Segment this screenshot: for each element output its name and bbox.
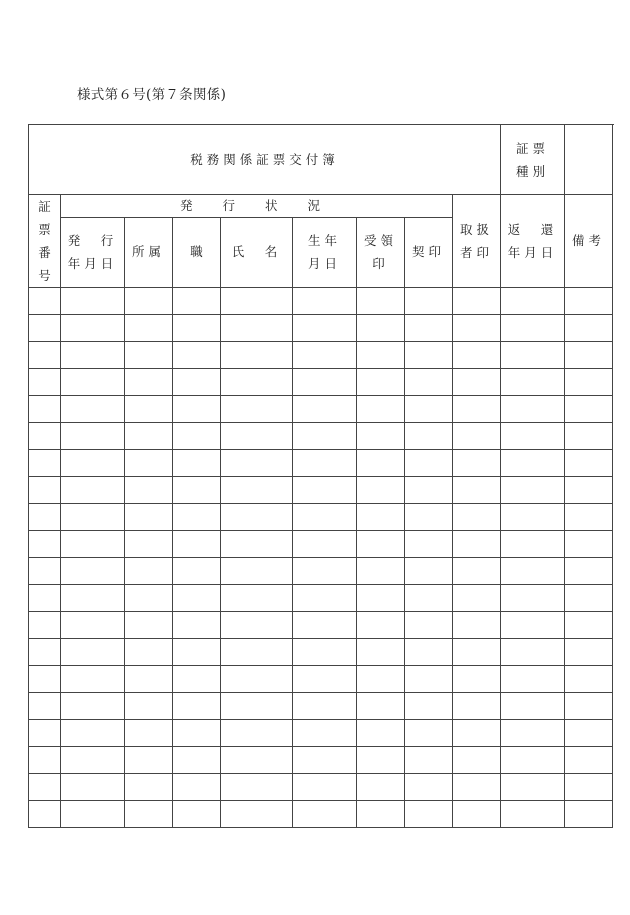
table-cell: [61, 477, 125, 504]
table-cell: [125, 747, 173, 774]
table-cell: [453, 639, 501, 666]
table-cell: [501, 693, 565, 720]
table-cell: [125, 801, 173, 828]
table-cell: [293, 801, 357, 828]
card-type-value: [565, 125, 613, 195]
table-cell: [125, 558, 173, 585]
table-cell: [293, 666, 357, 693]
table-cell: [293, 747, 357, 774]
table-cell: [29, 666, 61, 693]
table-cell: [405, 504, 453, 531]
table-cell: [125, 315, 173, 342]
table-row: [29, 774, 613, 801]
table-row: [29, 369, 613, 396]
table-cell: [61, 531, 125, 558]
table-cell: [501, 450, 565, 477]
table-cell: [501, 288, 565, 315]
table-cell: [61, 747, 125, 774]
table-cell: [173, 720, 221, 747]
table-cell: [125, 693, 173, 720]
table-row: [29, 585, 613, 612]
table-cell: [221, 288, 293, 315]
table-row: [29, 801, 613, 828]
table-cell: [29, 612, 61, 639]
table-cell: [357, 639, 405, 666]
title-row: [29, 125, 613, 195]
table-cell: [501, 342, 565, 369]
table-cell: [29, 342, 61, 369]
table-cell: [357, 504, 405, 531]
table-cell: [357, 558, 405, 585]
table-cell: [221, 315, 293, 342]
table-cell: [453, 342, 501, 369]
receipt-seal-header: 受領 印: [357, 217, 405, 287]
table-cell: [453, 774, 501, 801]
table-cell: [565, 531, 613, 558]
table-cell: [29, 774, 61, 801]
table-cell: [357, 315, 405, 342]
table-cell: [501, 423, 565, 450]
table-cell: [565, 396, 613, 423]
table-cell: [61, 585, 125, 612]
table-row: [29, 342, 613, 369]
card-number-header: 証 票 番 号: [29, 195, 61, 288]
handler-seal-header: 取扱 者印: [453, 195, 501, 288]
table-cell: [501, 558, 565, 585]
table-cell: [221, 585, 293, 612]
table-cell: [221, 747, 293, 774]
birth-date-header: 生年 月日: [293, 217, 357, 287]
table-cell: [357, 693, 405, 720]
table-cell: [453, 315, 501, 342]
table-row: [29, 450, 613, 477]
table-cell: [501, 639, 565, 666]
table-cell: [29, 396, 61, 423]
table-cell: [453, 720, 501, 747]
table-cell: [501, 720, 565, 747]
table-cell: [501, 666, 565, 693]
table-cell: [221, 396, 293, 423]
table-cell: [453, 531, 501, 558]
table-cell: [501, 612, 565, 639]
table-cell: [453, 477, 501, 504]
table-cell: [453, 558, 501, 585]
table-cell: [125, 342, 173, 369]
table-cell: [405, 747, 453, 774]
table-cell: [453, 504, 501, 531]
table-row: [29, 666, 613, 693]
table-cell: [61, 666, 125, 693]
status-header-row: [29, 195, 613, 218]
table-cell: [453, 450, 501, 477]
table-cell: [61, 315, 125, 342]
table-cell: [61, 720, 125, 747]
return-date-header: 返 還 年月日: [501, 195, 565, 288]
table-cell: [125, 396, 173, 423]
table-row: [29, 288, 613, 315]
table-cell: [405, 693, 453, 720]
table-cell: [293, 477, 357, 504]
table-cell: [357, 342, 405, 369]
table-row: [29, 747, 613, 774]
table-cell: [453, 612, 501, 639]
table-cell: [293, 585, 357, 612]
table-cell: [125, 423, 173, 450]
position-header: 職: [173, 217, 221, 287]
table-cell: [221, 369, 293, 396]
table-cell: [29, 531, 61, 558]
table-cell: [221, 504, 293, 531]
table-cell: [565, 450, 613, 477]
table-cell: [173, 369, 221, 396]
table-row: [29, 396, 613, 423]
table-cell: [221, 720, 293, 747]
table-cell: [453, 369, 501, 396]
certificate-issuance-register: [28, 124, 613, 828]
issue-date-header: 発 行 年月日: [61, 217, 125, 287]
table-cell: [29, 693, 61, 720]
table-cell: [357, 585, 405, 612]
table-cell: [405, 342, 453, 369]
table-cell: [453, 666, 501, 693]
table-cell: [405, 720, 453, 747]
table-cell: [221, 774, 293, 801]
table-cell: [221, 477, 293, 504]
table-cell: [125, 585, 173, 612]
table-cell: [173, 585, 221, 612]
table-cell: [173, 747, 221, 774]
table-cell: [357, 774, 405, 801]
table-cell: [293, 342, 357, 369]
table-cell: [173, 693, 221, 720]
table-cell: [29, 450, 61, 477]
table-cell: [61, 801, 125, 828]
table-cell: [29, 504, 61, 531]
table-cell: [405, 369, 453, 396]
table-cell: [565, 585, 613, 612]
table-cell: [29, 639, 61, 666]
table-cell: [453, 585, 501, 612]
table-cell: [453, 423, 501, 450]
table-cell: [357, 531, 405, 558]
table-cell: [125, 612, 173, 639]
table-cell: [173, 639, 221, 666]
table-cell: [293, 450, 357, 477]
table-cell: [453, 396, 501, 423]
table-cell: [357, 450, 405, 477]
contract-seal-header: 契印: [405, 217, 453, 287]
table-cell: [565, 288, 613, 315]
table-cell: [501, 585, 565, 612]
table-cell: [173, 504, 221, 531]
table-cell: [29, 747, 61, 774]
table-cell: [125, 369, 173, 396]
table-cell: [565, 774, 613, 801]
table-cell: [125, 504, 173, 531]
table-cell: [565, 666, 613, 693]
table-cell: [501, 369, 565, 396]
table-cell: [453, 288, 501, 315]
table-row: [29, 423, 613, 450]
table-cell: [405, 315, 453, 342]
table-cell: [565, 504, 613, 531]
table-cell: [221, 801, 293, 828]
table-cell: [405, 639, 453, 666]
table-cell: [565, 801, 613, 828]
table-cell: [29, 585, 61, 612]
table-cell: [173, 801, 221, 828]
table-cell: [293, 423, 357, 450]
table-cell: [405, 666, 453, 693]
table-cell: [293, 693, 357, 720]
table-cell: [565, 477, 613, 504]
table-row: [29, 720, 613, 747]
table-cell: [221, 531, 293, 558]
form-number-label: 様式第６号(第７条関係): [77, 87, 227, 103]
table-cell: [29, 720, 61, 747]
table-cell: [357, 369, 405, 396]
table-cell: [29, 369, 61, 396]
table-cell: [61, 774, 125, 801]
table-cell: [565, 639, 613, 666]
table-cell: [565, 720, 613, 747]
table-cell: [293, 396, 357, 423]
table-row: [29, 558, 613, 585]
table-cell: [565, 423, 613, 450]
table-cell: [293, 531, 357, 558]
table-cell: [173, 450, 221, 477]
table-cell: [405, 531, 453, 558]
table-cell: [405, 801, 453, 828]
table-cell: [61, 288, 125, 315]
register-title: 税務関係証票交付簿: [29, 125, 501, 195]
table-cell: [501, 774, 565, 801]
table-cell: [61, 369, 125, 396]
remarks-header: 備考: [565, 195, 613, 288]
table-cell: [293, 315, 357, 342]
table-cell: [565, 693, 613, 720]
table-cell: [357, 666, 405, 693]
table-row: [29, 612, 613, 639]
table-cell: [293, 612, 357, 639]
table-cell: [173, 477, 221, 504]
table-cell: [29, 801, 61, 828]
table-cell: [405, 585, 453, 612]
table-cell: [501, 477, 565, 504]
table-cell: [405, 558, 453, 585]
table-cell: [565, 342, 613, 369]
table-cell: [357, 720, 405, 747]
table-cell: [405, 774, 453, 801]
table-cell: [565, 315, 613, 342]
table-cell: [293, 774, 357, 801]
table-cell: [61, 504, 125, 531]
table-cell: [565, 369, 613, 396]
table-cell: [221, 639, 293, 666]
table-cell: [29, 315, 61, 342]
table-cell: [221, 450, 293, 477]
table-cell: [173, 531, 221, 558]
table-row: [29, 639, 613, 666]
table-cell: [405, 612, 453, 639]
table-cell: [501, 747, 565, 774]
table-cell: [357, 747, 405, 774]
table-cell: [173, 558, 221, 585]
table-cell: [293, 558, 357, 585]
table-cell: [61, 342, 125, 369]
table-row: [29, 531, 613, 558]
table-cell: [61, 612, 125, 639]
table-cell: [173, 666, 221, 693]
table-cell: [221, 693, 293, 720]
table-cell: [29, 288, 61, 315]
table-cell: [565, 558, 613, 585]
table-cell: [405, 423, 453, 450]
table-row: [29, 504, 613, 531]
table-cell: [221, 666, 293, 693]
table-cell: [173, 423, 221, 450]
table-cell: [293, 639, 357, 666]
table-cell: [61, 558, 125, 585]
table-cell: [453, 693, 501, 720]
table-cell: [501, 504, 565, 531]
table-cell: [501, 801, 565, 828]
table-cell: [405, 450, 453, 477]
card-type-header: 証票 種別: [501, 125, 565, 195]
issuance-status-header: 発 行 状 況: [61, 195, 453, 218]
table-cell: [357, 396, 405, 423]
table-cell: [453, 801, 501, 828]
table-cell: [221, 423, 293, 450]
table-cell: [293, 288, 357, 315]
table-cell: [125, 639, 173, 666]
table-cell: [61, 450, 125, 477]
table-cell: [221, 558, 293, 585]
affiliation-header: 所属: [125, 217, 173, 287]
table-cell: [501, 396, 565, 423]
table-cell: [405, 288, 453, 315]
table-cell: [125, 288, 173, 315]
table-cell: [173, 288, 221, 315]
table-cell: [125, 774, 173, 801]
table-cell: [125, 666, 173, 693]
table-cell: [293, 720, 357, 747]
table-cell: [61, 693, 125, 720]
register-body: [29, 125, 613, 828]
table-cell: [61, 423, 125, 450]
table-cell: [173, 774, 221, 801]
table-cell: [293, 504, 357, 531]
table-cell: [61, 639, 125, 666]
table-cell: [501, 531, 565, 558]
table-cell: [293, 369, 357, 396]
table-cell: [357, 612, 405, 639]
table-row: [29, 315, 613, 342]
table-cell: [221, 342, 293, 369]
table-cell: [357, 423, 405, 450]
table-cell: [61, 396, 125, 423]
table-cell: [405, 396, 453, 423]
table-row: [29, 693, 613, 720]
table-cell: [125, 477, 173, 504]
table-row: [29, 477, 613, 504]
table-cell: [173, 612, 221, 639]
table-cell: [173, 396, 221, 423]
table-cell: [565, 612, 613, 639]
table-cell: [173, 342, 221, 369]
table-cell: [29, 423, 61, 450]
table-cell: [221, 612, 293, 639]
table-cell: [501, 315, 565, 342]
table-cell: [405, 477, 453, 504]
table-cell: [125, 720, 173, 747]
table-cell: [357, 801, 405, 828]
table-cell: [125, 531, 173, 558]
table-cell: [29, 558, 61, 585]
table-cell: [173, 315, 221, 342]
table-cell: [357, 477, 405, 504]
name-header: 氏 名: [221, 217, 293, 287]
table-cell: [125, 450, 173, 477]
table-cell: [357, 288, 405, 315]
table-cell: [565, 747, 613, 774]
table-cell: [453, 747, 501, 774]
table-cell: [29, 477, 61, 504]
